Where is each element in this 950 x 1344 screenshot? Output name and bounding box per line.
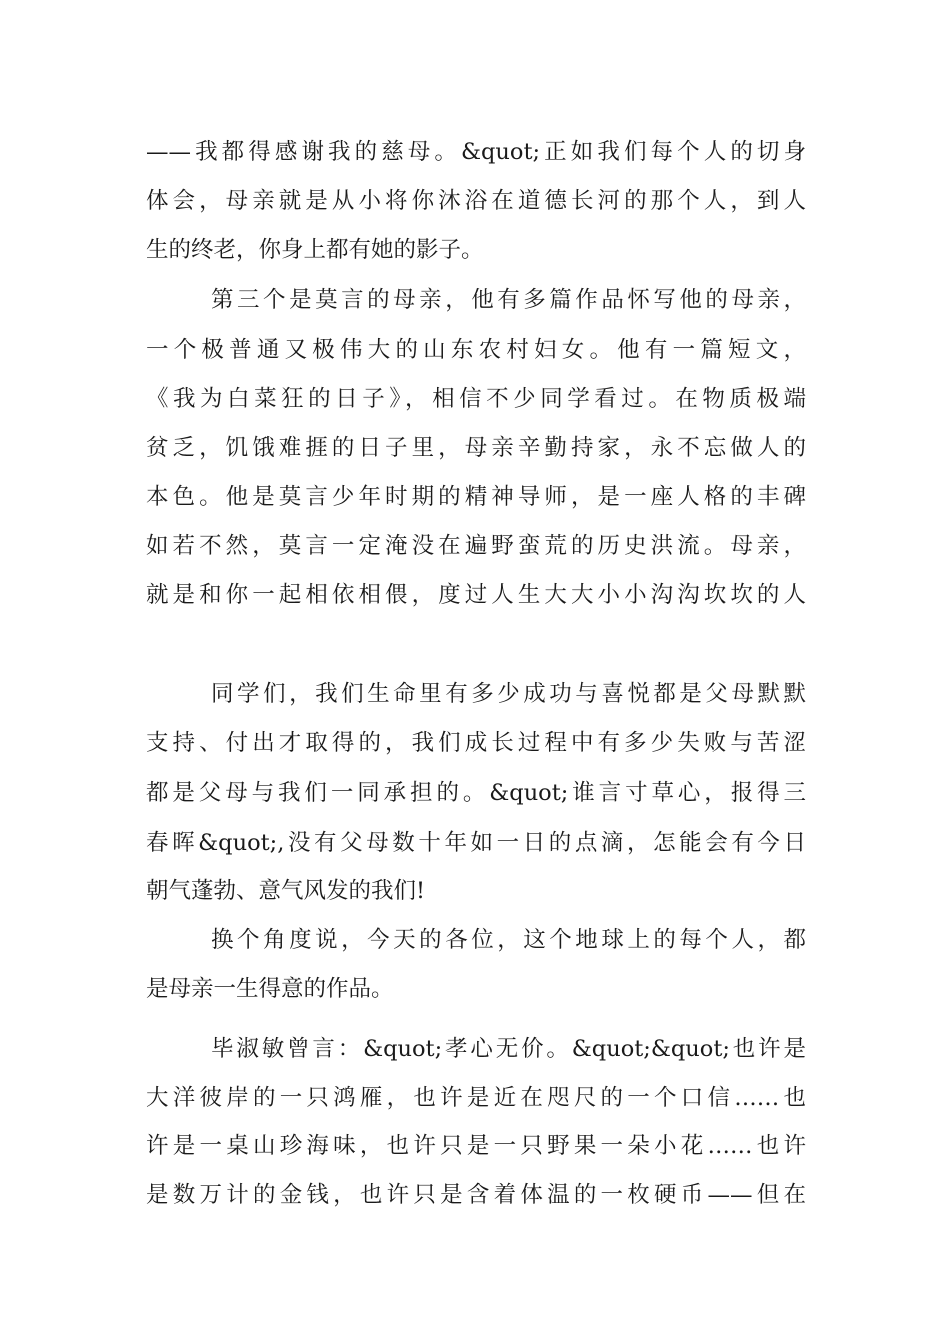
text-line: 生的终老，你身上都有她的影子。 xyxy=(146,237,484,263)
text-line: 体会，母亲就是从小将你沐浴在道德长河的那个人，到人 xyxy=(146,188,806,214)
text-line: 就是和你一起相依相偎，度过人生大大小小沟沟坎坎的人 xyxy=(146,582,806,608)
text-line: 是母亲一生得意的作品。 xyxy=(146,976,394,1002)
text-line: ——我都得感谢我的慈母。&quot;正如我们每个人的切身 xyxy=(146,139,806,165)
text-line: 《我为白菜狂的日子》，相信不少同学看过。在物质极端 xyxy=(146,386,806,412)
text-line: 朝气蓬勃、意气风发的我们! xyxy=(146,878,426,904)
text-line: 一个极普通又极伟大的山东农村妇女。他有一篇短文， xyxy=(146,337,806,363)
text-line: 贫乏，饥饿难捱的日子里，母亲辛勤持家，永不忘做人的 xyxy=(146,435,806,461)
text-line: 是数万计的金钱，也许只是含着体温的一枚硬币——但在 xyxy=(146,1182,806,1208)
text-line: 支持、付出才取得的，我们成长过程中有多少失败与苦涩 xyxy=(146,730,806,756)
text-line: 都是父母与我们一同承担的。&quot;谁言寸草心，报得三 xyxy=(146,780,806,806)
text-line: 本色。他是莫言少年时期的精神导师，是一座人格的丰碑 xyxy=(146,484,806,510)
text-line: 许是一桌山珍海味，也许只是一只野果一朵小花……也许 xyxy=(146,1133,806,1159)
text-line: 春晖&quot;,没有父母数十年如一日的点滴，怎能会有今日 xyxy=(146,830,806,856)
paragraph-first-line: 毕淑敏曾言：&quot;孝心无价。&quot;&quot;也许是 xyxy=(211,1036,806,1062)
paragraph-first-line: 换个角度说，今天的各位，这个地球上的每个人，都 xyxy=(211,927,806,953)
paragraph-first-line: 同学们，我们生命里有多少成功与喜悦都是父母默默 xyxy=(211,681,806,707)
text-line: 大洋彼岸的一只鸿雁，也许是近在咫尺的一个口信……也 xyxy=(146,1085,806,1111)
paragraph-first-line: 第三个是莫言的母亲，他有多篇作品怀写他的母亲， xyxy=(211,287,806,313)
text-line: 如若不然，莫言一定淹没在遍野蛮荒的历史洪流。母亲， xyxy=(146,533,806,559)
